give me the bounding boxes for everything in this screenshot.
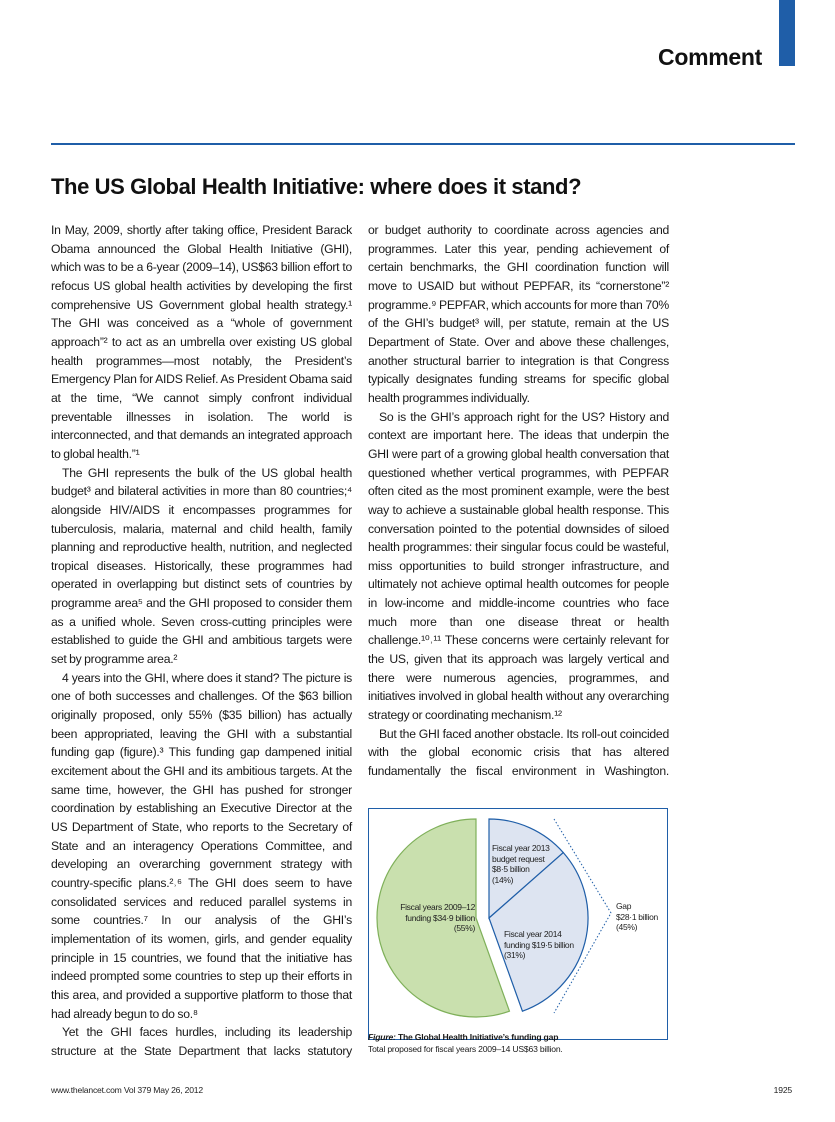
text-column-1 — [51, 221, 352, 1061]
paragraph: or budget authority to coordinate across agencies and programmes. Later this year, pending achievement of certain benchmarks, the GHI coordination function will move to USAID but without PEPFAR, its “cornerstone”² programme.⁹ PEPFAR, which accounts for more than 70% of the GHI’s budget³ will, per statute, remain at the US Department of State. Over and above these challenges, another structural barrier to integration is that Congress typically designates funding streams for specific global health programmes individually. — [368, 223, 669, 405]
article-title: The US Global Health Initiative: where does it stand? — [51, 174, 582, 199]
header-rule — [51, 143, 795, 145]
paragraph: But the GHI faced another obstacle. Its roll-out coincided with the global economic crisis that has altered fundamentally the fiscal environment in Washington. — [368, 726, 669, 779]
text-column-2 — [368, 221, 669, 781]
paragraph: The GHI represents the bulk of the US global health budget³ and bilateral activities in more than 80 countries;⁴ alongside HIV/AIDS it encompasses programmes for tuberculosis, malaria, maternal and child health, family planning and reproductive health, nutrition, and neglected tropical diseases. Historically, these programmes had operated in overlapping but distinct sets of countries by programme area⁵ and the GHI proposed to consider them as a unified whole. Seven cross-cutting principles were established to guide the GHI and ambitious targets were set by programme area.² — [51, 465, 352, 667]
figure-caption: Figure: The Global Health Initiative’s funding gap Total proposed for fiscal years 2009–14 US$63 billion. — [368, 1032, 563, 1054]
paragraph: Yet the GHI faces hurdles, including its leadership structure at the State Department that lacks statutory — [51, 1025, 352, 1058]
section-label: Comment — [658, 44, 762, 70]
slice-label-2009-12: Fiscal years 2009–12 funding $34·9 billion (55%) — [400, 902, 475, 933]
gap-label: Gap $28·1 billion (45%) — [616, 901, 658, 932]
paragraph: 4 years into the GHI, where does it stand? The picture is one of both successes and challenges. Of the $63 billion originally proposed, only 55% ($35 billion) has actually been appropriated, leaving the GHI with a substantial funding gap (figure).³ This funding gap dampened initial excitement about the GHI and its ambitious targets. At the same time, however, the GHI has pushed for stronger coordination by establishing an Executive Director at the US Department of State, who reports to the Secretary of State and an interagency Operations Committee, and developing an overarching government strategy with country-specific plans.²˒⁶ The GHI does seem to have consolidated services and reduced parallel systems in some countries.⁷ In our analysis of the GHI’s implementation of its women, girls, and gender equality principle in 15 countries, we found that the initiative has indeed prompted some countries to step up their efforts in this area, and provided a supportive platform to those that had already begun to do so.⁸ — [51, 670, 352, 1021]
paragraph: In May, 2009, shortly after taking office, President Barack Obama announced the Global Health Initiative (GHI), which was to be a 6-year (2009–14), US$63 billion effort to refocus US global health activities by developing the first comprehensive US Government global health strategy.¹ The GHI was conceived as a “whole of government approach”² to act as an umbrella over existing US global health programmes—most notably, the President’s Emergency Plan for AIDS Relief. As President Obama said at the time, “We cannot simply confront individual preventable illnesses in isolation. The world is interconnected, and that demands an integrated approach to global health.”¹ — [51, 223, 352, 461]
footer-journal-info: www.thelancet.com Vol 379 May 26, 2012 — [51, 1085, 203, 1095]
paragraph: So is the GHI’s approach right for the US? History and context are important here. The ideas that underpin the GHI were part of a growing global health conversation that questioned whether vertical programmes, with PEPFAR often cited as the most prominent example, were the best way to achieve a sustainable global health response. This conversation pointed to the potential downsides of siloed health programmes: their singular focus could be wasteful, miss opportunities to build stronger infrastructure, and ultimately not achieve optimal health outcomes for people in low-income and middle-income countries who face much more than one disease threat or health challenge.¹⁰˒¹¹ These concerns were certainly relevant for the US, given that its approach was largely vertical and there were numerous agencies, programmes, and initiatives involved in global health without any overarching strategy or coordinating mechanism.¹² — [368, 409, 669, 723]
page-number: 1925 — [773, 1085, 792, 1095]
funding-gap-figure — [368, 808, 668, 1040]
section-accent-bar — [779, 0, 795, 66]
slice-label-2013: Fiscal year 2013 budget request $8·5 billion (14%) — [492, 843, 550, 885]
slice-label-2014: Fiscal year 2014 funding $19·5 billion (31%) — [504, 929, 574, 960]
